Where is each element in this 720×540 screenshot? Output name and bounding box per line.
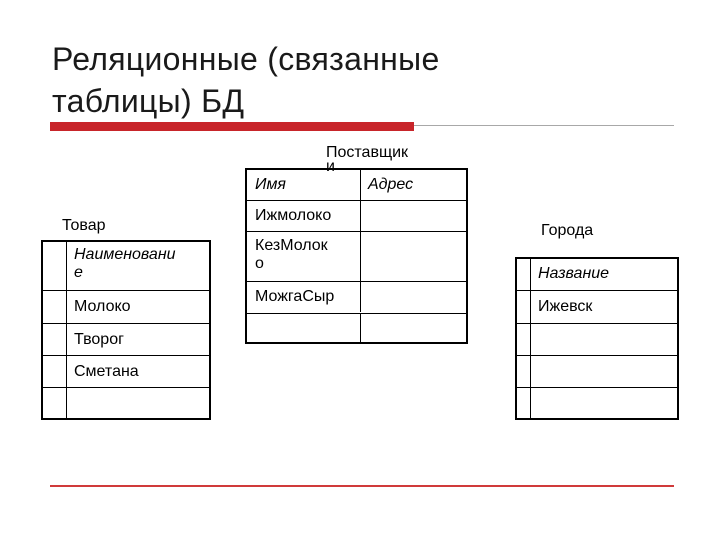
slide-title [52, 38, 672, 122]
cell-line-2: о [255, 255, 264, 272]
header-cell-address: Адрес [368, 176, 414, 193]
table-cell: МожгаСыр [255, 288, 335, 305]
table-row [43, 355, 209, 356]
label-line-1: Поставщик [326, 144, 409, 161]
title-line-1: Реляционные (связанные [52, 41, 440, 77]
title-underline-grey [414, 125, 674, 126]
cell-line-1: КезМолок [255, 237, 328, 254]
table-row [247, 200, 466, 201]
table-row [517, 323, 677, 324]
table-cell: Ижевск [538, 298, 593, 315]
table-postavshchiki [245, 168, 468, 344]
header-cell-name: Имя [255, 176, 286, 193]
header-cell: Название [538, 265, 610, 282]
header-text-line-2: е [74, 264, 83, 281]
table-row [43, 290, 209, 291]
table-cell [255, 237, 328, 273]
table-row [517, 387, 677, 388]
header-cell [74, 246, 176, 282]
table-tovar [41, 240, 211, 420]
table-row [247, 281, 466, 282]
title-line-2: таблицы) БД [52, 83, 245, 119]
column-divider [360, 313, 361, 342]
table-cell: Ижмолоко [255, 207, 332, 224]
key-column-divider [530, 259, 531, 418]
column-divider [360, 170, 361, 312]
table-row [517, 355, 677, 356]
table-cell: Сметана [74, 363, 139, 380]
header-text-line-1: Наименовани [74, 246, 176, 263]
key-column-divider [66, 242, 67, 418]
table-label-tovar: Товар [62, 217, 106, 234]
label-line-2: и [326, 158, 335, 175]
table-row [247, 231, 466, 232]
table-goroda [515, 257, 679, 420]
table-row [43, 387, 209, 388]
footer-rule [50, 485, 674, 487]
title-underline-red [50, 122, 414, 131]
table-row [247, 313, 466, 314]
table-label-goroda: Города [541, 222, 594, 239]
table-row [43, 323, 209, 324]
table-cell: Творог [74, 331, 124, 348]
table-cell: Молоко [74, 298, 131, 315]
table-row [517, 290, 677, 291]
